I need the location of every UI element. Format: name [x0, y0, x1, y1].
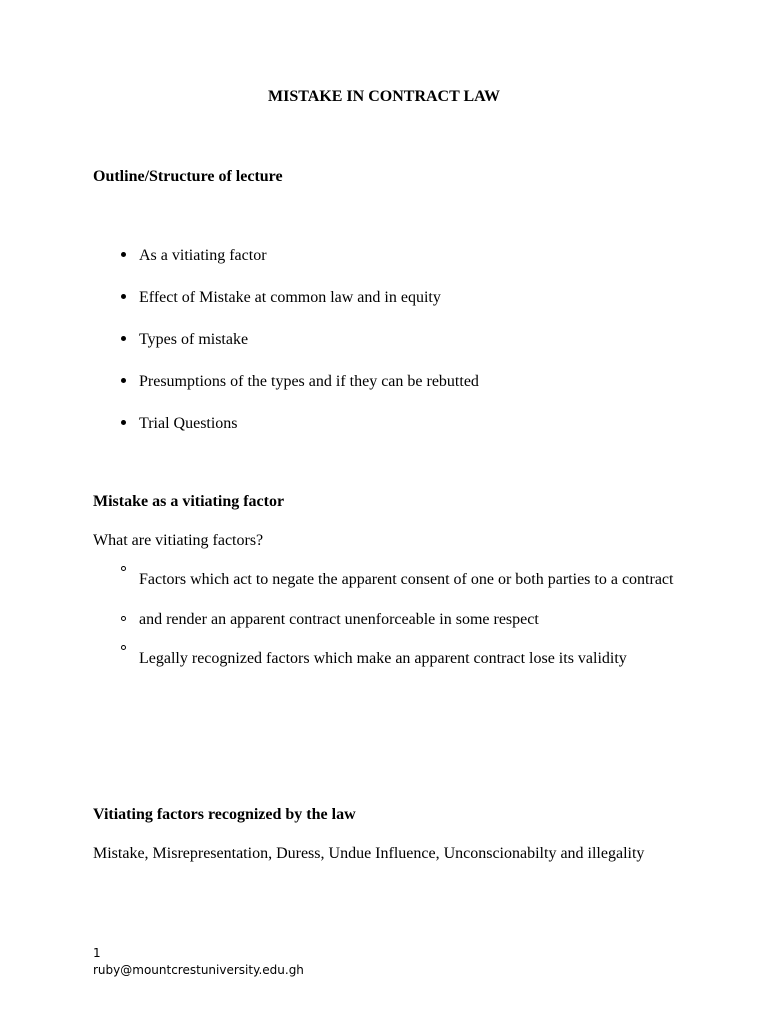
- document-title: MISTAKE IN CONTRACT LAW: [268, 88, 500, 105]
- footer-email: ruby@mountcrestuniversity.edu.gh: [93, 963, 304, 977]
- bullet-icon: [116, 372, 130, 392]
- section-body: Mistake, Misrepresentation, Duress, Undue Influence, Unconscionabilty and illegality: [93, 845, 645, 862]
- circle-bullet-icon: [116, 560, 130, 580]
- circle-bullet-icon: [116, 639, 130, 659]
- outline-list: [0, 246, 768, 456]
- vitiating-list: [0, 570, 768, 698]
- list-item: Presumptions of the types and if they can be rebutted: [0, 372, 768, 392]
- list-item: Legally recognized factors which make an apparent contract lose its validity: [0, 639, 768, 679]
- section-heading-recognized-factors: Vitiating factors recognized by the law: [93, 806, 356, 823]
- section-heading-outline: Outline/Structure of lecture: [93, 168, 283, 185]
- list-item: Effect of Mistake at common law and in equity: [0, 288, 768, 308]
- page-footer: [93, 945, 304, 979]
- circle-bullet-icon: [116, 610, 130, 630]
- bullet-icon: [116, 288, 130, 308]
- list-item: and render an apparent contract unenforceable in some respect: [0, 610, 768, 630]
- list-item: Trial Questions: [0, 414, 768, 434]
- list-item: Factors which act to negate the apparent consent of one or both parties to a contract: [0, 560, 768, 600]
- page-number: 1: [93, 946, 101, 960]
- section-intro: What are vitiating factors?: [93, 532, 264, 549]
- list-item: As a vitiating factor: [0, 246, 768, 266]
- list-item: Types of mistake: [0, 330, 768, 350]
- bullet-icon: [116, 246, 130, 266]
- section-heading-vitiating-factor: Mistake as a vitiating factor: [93, 493, 285, 510]
- bullet-icon: [116, 414, 130, 434]
- bullet-icon: [116, 330, 130, 350]
